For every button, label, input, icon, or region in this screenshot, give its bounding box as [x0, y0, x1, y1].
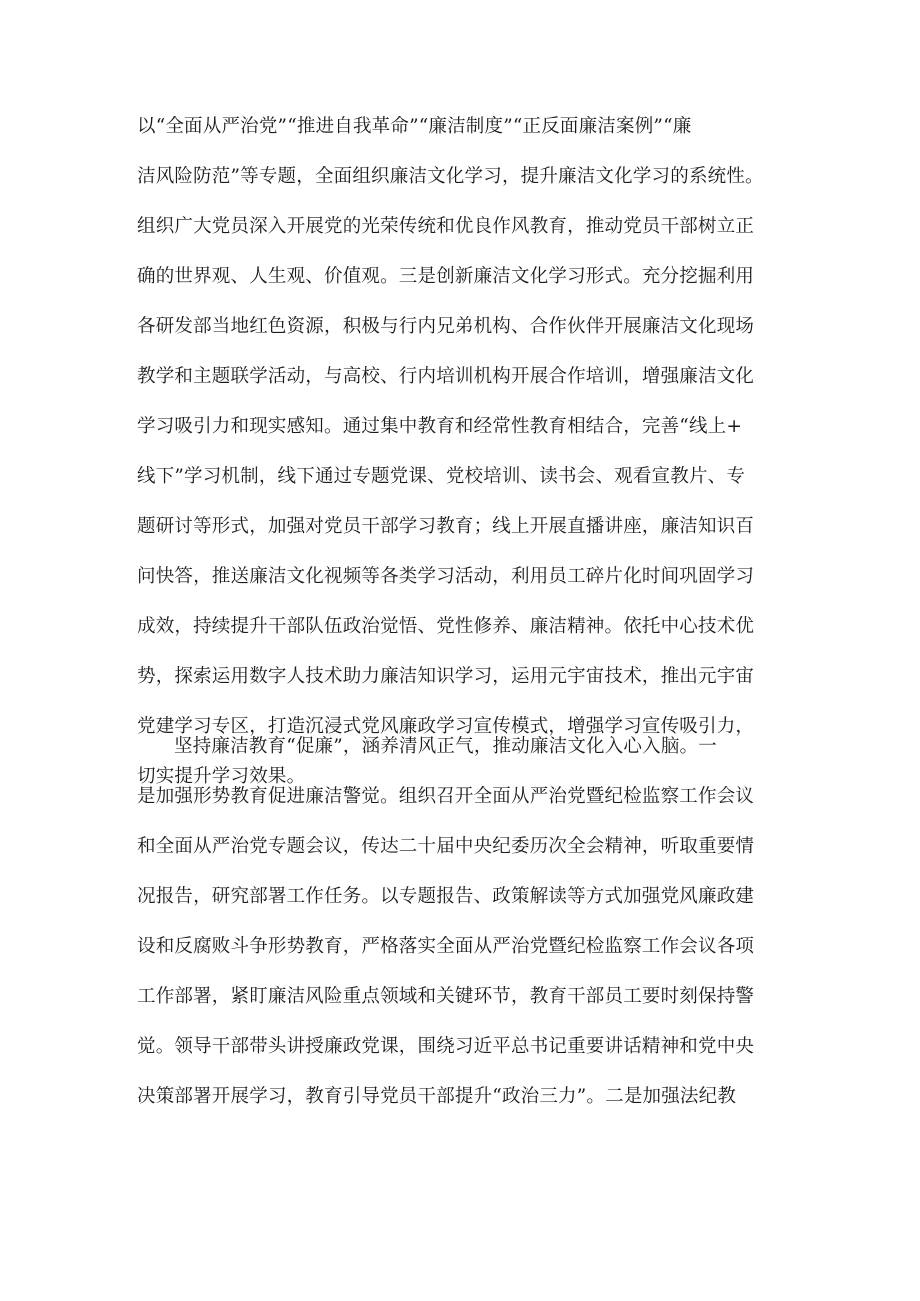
text-line: 确的世界观、人生观、价值观。三是创新廉洁文化学习形式。充分挖掘利用 — [137, 266, 755, 287]
text-line: 问快答，推送廉洁文化视频等各类学习活动，利用员工碎片化时间巩固学习 — [137, 566, 755, 587]
text-line: 教学和主题联学活动，与高校、行内培训机构开展合作培训，增强廉洁文化 — [137, 366, 755, 387]
text-line: 成效，持续提升干部队伍政治觉悟、党性修养、廉洁精神。依托中心技术优 — [137, 616, 755, 637]
text-line: 党建学习专区，打造沉浸式党风廉政学习宣传模式，增强学习宣传吸引力， — [137, 716, 755, 737]
text-line: 坚持廉洁教育“促廉”，涵养清风正气，推动廉洁文化入心入脑。一 — [174, 736, 717, 757]
text-line: 线下”学习机制，线下通过专题党课、党校培训、读书会、观看宣教片、专 — [137, 466, 746, 487]
text-line: 工作部署，紧盯廉洁风险重点领域和关键环节，教育干部员工要时刻保持警 — [137, 986, 755, 1007]
text-line: 是加强形势教育促进廉洁警觉。组织召开全面从严治党暨纪检监察工作会议 — [137, 786, 755, 807]
text-line: 设和反腐败斗争形势教育，严格落实全面从严治党暨纪检监察工作会议各项 — [137, 936, 755, 957]
text-line: 况报告，研究部署工作任务。以专题报告、政策解读等方式加强党风廉政建 — [137, 886, 755, 907]
text-line: 各研发部当地红色资源，积极与行内兄弟机构、合作伙伴开展廉洁文化现场 — [137, 316, 755, 337]
text-line: 和全面从严治党专题会议，传达二十届中央纪委历次全会精神，听取重要情 — [137, 836, 755, 857]
text-line: 洁风险防范”等专题，全面组织廉洁文化学习，提升廉洁文化学习的系统性。 — [137, 166, 764, 187]
text-line: 势，探索运用数字人技术助力廉洁知识学习，运用元宇宙技术，推出元宇宙 — [137, 666, 755, 687]
paragraph-1 — [137, 115, 797, 787]
paragraph-2 — [137, 735, 797, 1115]
text-line: 组织广大党员深入开展党的光荣传统和优良作风教育，推动党员干部树立正 — [137, 216, 755, 237]
text-line: 决策部署开展学习，教育引导党员干部提升“政治三力”。二是加强法纪教 — [137, 1086, 737, 1107]
text-line: 以“全面从严治党”“推进自我革命”“廉洁制度”“正反面廉洁案例”“廉 — [137, 116, 692, 137]
text-line: 学习吸引力和现实感知。通过集中教育和经常性教育相结合，完善“线上+ — [137, 416, 743, 437]
text-line: 切实提升学习效果。 — [137, 766, 306, 787]
text-line: 觉。领导干部带头讲授廉政党课，围绕习近平总书记重要讲话精神和党中央 — [137, 1036, 755, 1057]
text-line: 题研讨等形式，加强对党员干部学习教育；线上开展直播讲座，廉洁知识百 — [137, 516, 755, 537]
